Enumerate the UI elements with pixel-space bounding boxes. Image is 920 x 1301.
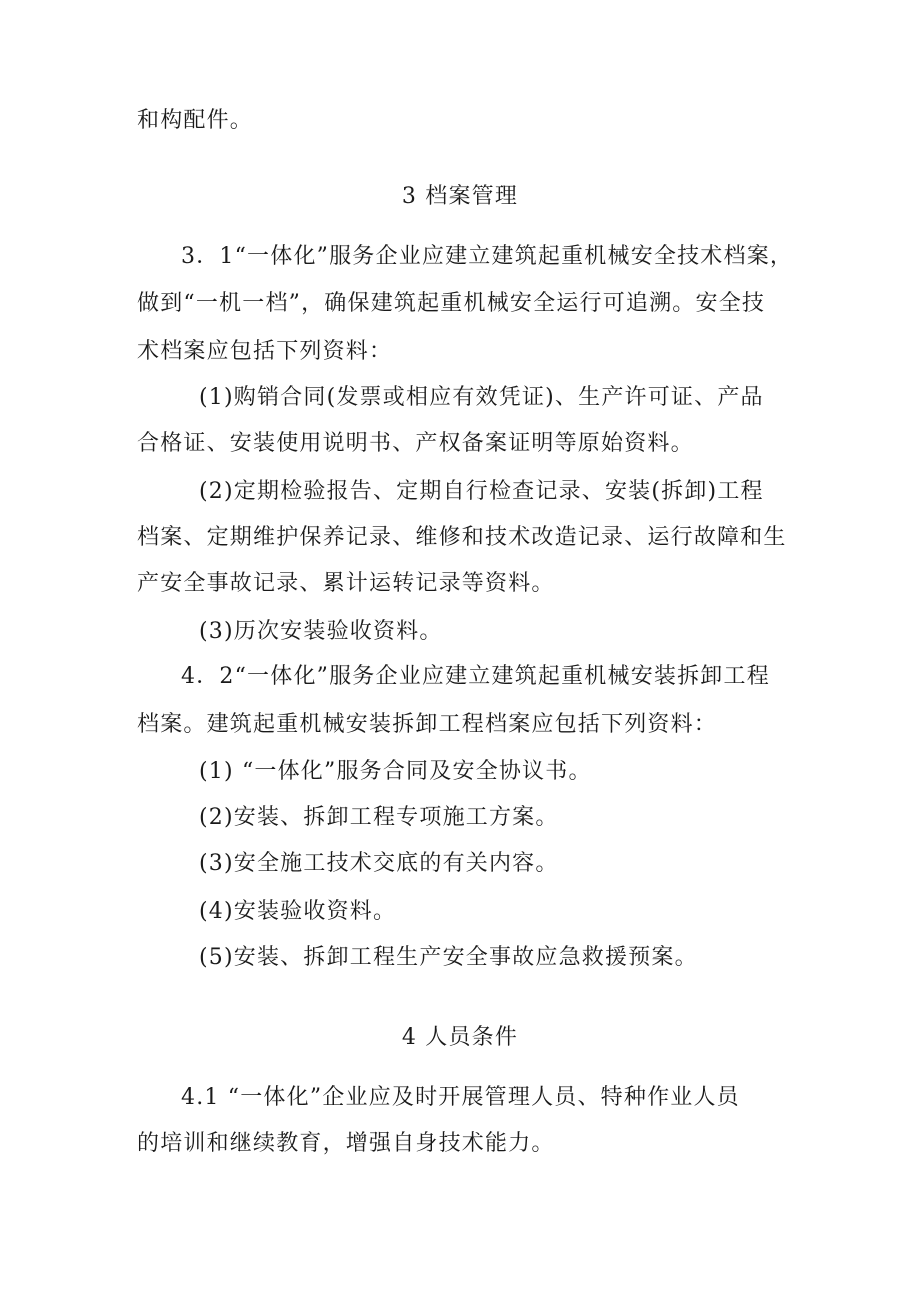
sublist-item-5: (5)安装、拆卸工程生产安全事故应急救援预案。 xyxy=(199,945,698,970)
sublist-item-3: (3)安全施工技术交底的有关内容。 xyxy=(199,851,559,876)
list-item-2-line-2: 档案、定期维护保养记录、维修和技术改造记录、运行故障和生 xyxy=(137,525,787,550)
paragraph-3-1-line-3: 术档案应包括下列资料： xyxy=(137,339,393,364)
list-item-1-line-2: 合格证、安装使用说明书、产权备案证明等原始资料。 xyxy=(137,431,694,456)
sublist-item-1: (1) “一体化”服务合同及安全协议书。 xyxy=(199,759,592,784)
paragraph-4-1-line-2: 的培训和继续教育，增强自身技术能力。 xyxy=(137,1131,555,1156)
section-heading-archive-management: 3 档案管理 xyxy=(401,184,519,209)
sublist-item-4: (4)安装验收资料。 xyxy=(199,899,397,924)
paragraph-4-2-line-1: 4．2“一体化”服务企业应建立建筑起重机械安装拆卸工程 xyxy=(181,664,770,689)
text-line-continuation: 和构配件。 xyxy=(137,108,254,133)
list-item-1-line-1: (1)购销合同(发票或相应有效凭证)、生产许可证、产品 xyxy=(199,385,764,410)
list-item-3: (3)历次安装验收资料。 xyxy=(199,619,443,644)
paragraph-4-1-line-1: 4.1 “一体化”企业应及时开展管理人员、特种作业人员 xyxy=(181,1085,740,1110)
list-item-2-line-3: 产安全事故记录、累计运转记录等资料。 xyxy=(137,571,555,596)
paragraph-4-2-line-2: 档案。建筑起重机械安装拆卸工程档案应包括下列资料： xyxy=(137,712,718,737)
sublist-item-2: (2)安装、拆卸工程专项施工方案。 xyxy=(199,805,559,830)
list-item-2-line-1: (2)定期检验报告、定期自行检查记录、安装(拆卸)工程 xyxy=(199,479,764,504)
paragraph-3-1-line-2: 做到“一机一档”，确保建筑起重机械安全运行可追溯。安全技 xyxy=(137,291,766,316)
section-heading-personnel-conditions: 4 人员条件 xyxy=(401,1025,519,1050)
paragraph-3-1-line-1: 3．1“一体化”服务企业应建立建筑起重机械安全技术档案， xyxy=(181,244,794,269)
